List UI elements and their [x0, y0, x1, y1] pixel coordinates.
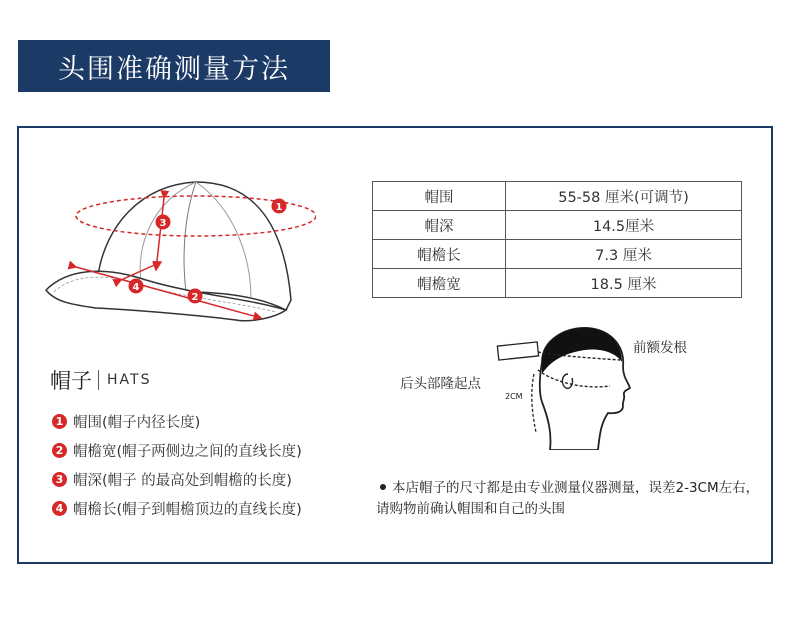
- bullet-icon: [380, 484, 386, 490]
- marker-1: [272, 199, 287, 214]
- size-label: 帽围: [373, 182, 506, 211]
- head-measure-illustration: [490, 322, 640, 450]
- legend-number-badge: 3: [52, 472, 67, 487]
- svg-text:3: 3: [159, 218, 167, 229]
- size-label: 帽檐长: [373, 240, 506, 269]
- table-row: [373, 182, 742, 211]
- legend-text: 帽深(帽子 的最高处到帽檐的长度): [73, 473, 292, 489]
- note-text: 本店帽子的尺寸都是由专业测量仪器测量，误差2-3CM左右，请购物前确认帽围和自己的头围: [376, 480, 760, 517]
- hats-heading: [50, 365, 151, 395]
- heading-divider: [98, 370, 99, 390]
- legend-number-badge: 2: [52, 443, 67, 458]
- svg-text:1: 1: [275, 202, 283, 213]
- legend-item: [52, 436, 302, 465]
- legend-item: [52, 494, 302, 523]
- size-value: 7.3 厘米: [506, 240, 742, 269]
- cap-illustration: [36, 170, 316, 340]
- svg-text:2: 2: [191, 292, 199, 303]
- legend-item: [52, 465, 302, 494]
- table-row: [373, 240, 742, 269]
- marker-4: [129, 279, 144, 294]
- size-label: 帽檐宽: [373, 269, 506, 298]
- page-title: 头围准确测量方法: [58, 53, 290, 85]
- page-title-banner: [18, 40, 330, 92]
- tape-strap: [532, 374, 536, 432]
- legend-text: 帽檐宽(帽子两侧边之间的直线长度): [73, 444, 302, 460]
- legend-text: 帽檐长(帽子到帽檐顶边的直线长度): [73, 502, 302, 518]
- size-value: 55-58 厘米(可调节): [506, 182, 742, 211]
- svg-text:4: 4: [132, 282, 140, 293]
- table-row: [373, 211, 742, 240]
- table-row: [373, 269, 742, 298]
- back-head-point-label: 后头部隆起点: [400, 376, 481, 392]
- tape-end: [497, 342, 538, 360]
- legend-text: 帽围(帽子内径长度): [73, 415, 201, 431]
- gap-label: 2CM: [505, 392, 523, 401]
- hats-heading-en: HATS: [107, 372, 152, 388]
- size-label: 帽深: [373, 211, 506, 240]
- size-value: 14.5厘米: [506, 211, 742, 240]
- front-hairline-label: 前额发根: [633, 340, 687, 356]
- size-table: [372, 181, 742, 298]
- hats-heading-zh: 帽子: [50, 369, 92, 393]
- marker-2: [188, 289, 203, 304]
- legend-item: [52, 407, 302, 436]
- measurement-note: [376, 478, 766, 520]
- marker-3: [156, 215, 171, 230]
- legend-number-badge: 4: [52, 501, 67, 516]
- size-value: 18.5 厘米: [506, 269, 742, 298]
- measurement-legend: [52, 407, 302, 523]
- legend-number-badge: 1: [52, 414, 67, 429]
